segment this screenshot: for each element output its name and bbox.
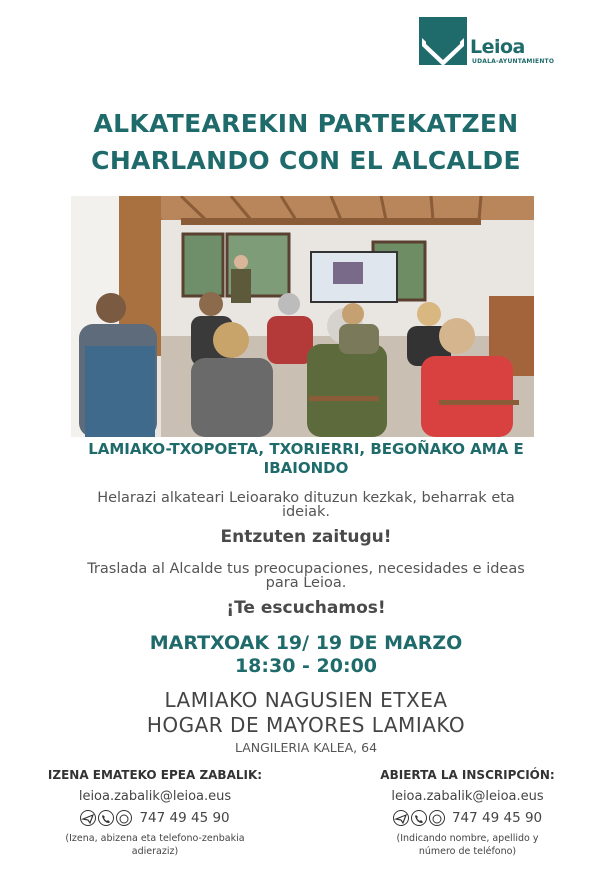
logo-name: Leioa bbox=[470, 36, 525, 58]
phone-icon bbox=[98, 810, 114, 826]
meeting-photo bbox=[71, 196, 534, 437]
venue-street: LANGILERIA KALEA, 64 bbox=[234, 740, 378, 755]
registration-note-line-1: (Izena, abizena eta telefono-zenbakia bbox=[65, 833, 245, 844]
basque-text-line-1: Helarazi alkateari Leioarako dituzun kezkak, beharrak eta bbox=[97, 490, 515, 506]
spanish-text-line-1: Traslada al Alcalde tus preocupaciones, necesidades e ideas bbox=[87, 561, 525, 577]
areas-line-1: LAMIAKO-TXOPOETA, TXORIERRI, BEGOÑAKO AMA E bbox=[88, 440, 524, 458]
registration-email[interactable]: leioa.zabalik@leioa.eus bbox=[78, 789, 232, 804]
title-spanish: CHARLANDO CON EL ALCALDE bbox=[91, 146, 521, 175]
registration-note-line-1: (Indicando nombre, apellido y bbox=[396, 833, 539, 844]
registration-email[interactable]: leioa.zabalik@leioa.eus bbox=[391, 789, 544, 804]
registration-note-line-2: adieraziz) bbox=[131, 846, 179, 857]
telegram-icon bbox=[80, 810, 96, 826]
leioa-emblem-icon bbox=[418, 16, 468, 66]
contact-row bbox=[345, 807, 590, 826]
basque-text-line-2: ideiak. bbox=[281, 504, 331, 520]
leioa-logo bbox=[418, 16, 558, 70]
registration-note-line-2: número de teléfono) bbox=[418, 846, 517, 857]
areas-line-2: IBAIONDO bbox=[263, 459, 349, 477]
logo-subtitle: UDALA-AYUNTAMIENTO bbox=[472, 58, 555, 65]
registration-basque bbox=[30, 768, 280, 858]
registration-heading: IZENA EMATEKO EPEA ZABALIK: bbox=[47, 768, 263, 782]
whatsapp-icon bbox=[429, 810, 445, 826]
event-time: 18:30 - 20:00 bbox=[234, 655, 378, 677]
venue-basque: LAMIAKO NAGUSIEN ETXEA bbox=[164, 688, 448, 712]
venue-spanish: HOGAR DE MAYORES LAMIAKO bbox=[146, 713, 466, 737]
registration-phone[interactable]: 747 49 45 90 bbox=[451, 810, 543, 826]
phone-icon bbox=[411, 810, 427, 826]
registration-heading: ABIERTA LA INSCRIPCIÓN: bbox=[380, 768, 555, 782]
whatsapp-icon bbox=[116, 810, 132, 826]
spanish-slogan: ¡Te escuchamos! bbox=[226, 598, 386, 618]
registration-spanish bbox=[345, 768, 590, 858]
basque-slogan: Entzuten zaitugu! bbox=[220, 527, 392, 547]
event-date: MARTXOAK 19/ 19 DE MARZO bbox=[149, 632, 463, 654]
telegram-icon bbox=[393, 810, 409, 826]
title-basque: ALKATEAREKIN PARTEKATZEN bbox=[93, 109, 519, 138]
registration-phone[interactable]: 747 49 45 90 bbox=[139, 810, 230, 826]
spanish-text-line-2: para Leioa. bbox=[265, 575, 347, 591]
contact-row bbox=[30, 807, 280, 826]
